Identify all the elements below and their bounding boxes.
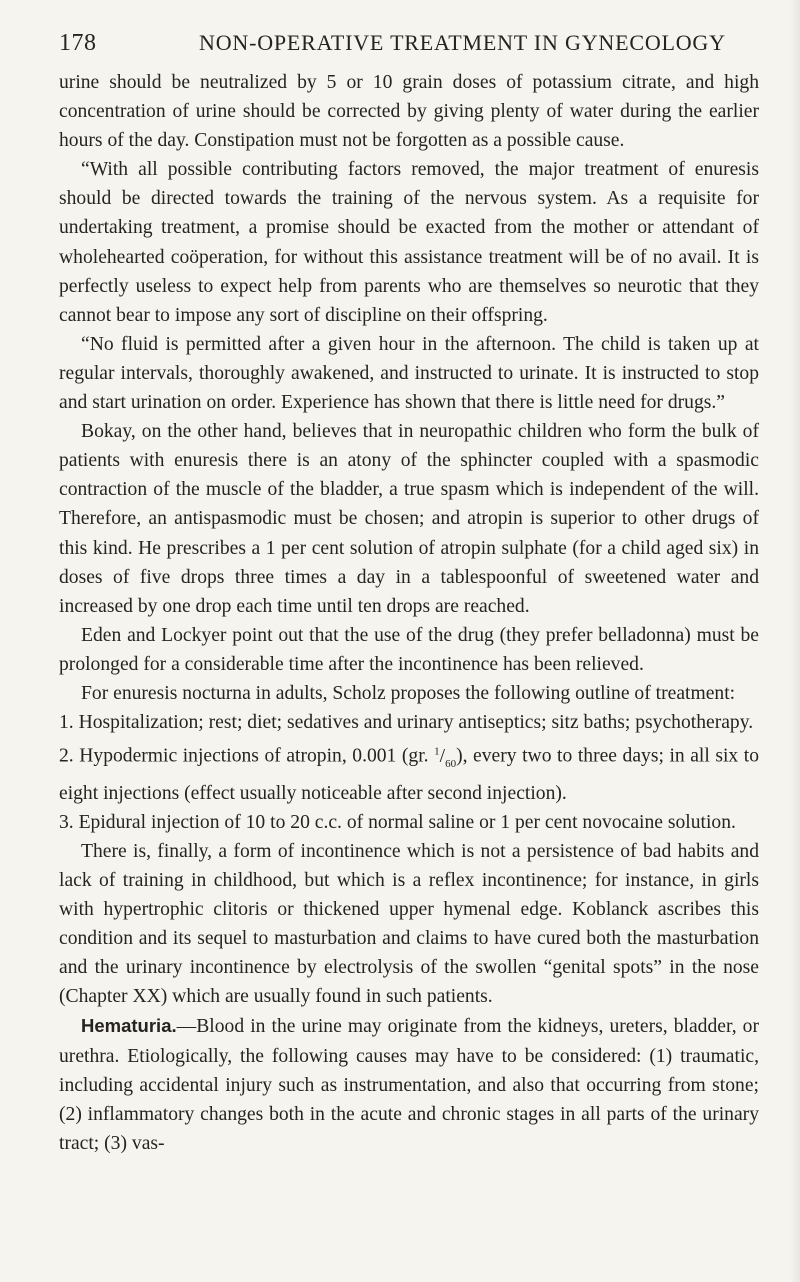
- list-item-3: 3. Epidural injection of 10 to 20 c.c. of normal saline or 1 per cent novocaine solution.: [59, 811, 736, 833]
- page-edge-shadow: [790, 0, 800, 1282]
- paragraph-urine-neutralization: urine should be neutralized by 5 or 10 grain doses of potassium citrate, and high concentration of urine should be corrected by giving plenty of water during the earlier hours of the day. Constipation must not be forgotten as a possible cause.: [59, 72, 759, 152]
- paragraph-bokay: Bokay, on the other hand, believes that in neuropathic children who form the bulk of patients with enuresis there is an atony of the sphincter coupled with a spasmodic contraction of the muscle of the bladder, a true spasm which is independent of the will. Therefore, an antispasmodic must be chosen; and atropin is superior to other drugs of this kind. He prescribes a 1 per cent solution of atropin sulphate (for a child aged six) in doses of five drops three times a day in a tablespoonful of sweetened water and increased by one drop each time until ten drops are reached.: [59, 421, 759, 617]
- paragraph-no-fluid: “No fluid is permitted after a given hour in the afternoon. The child is taken up at regular intervals, thoroughly awakened, and instructed to urinate. It is instructed to stop and start urination on order. Experience has shown that there is little need for drugs.”: [59, 333, 759, 414]
- paragraph-hematuria: [59, 1011, 759, 1157]
- fraction-one-sixtieth: $^1/_{60}$: [434, 745, 457, 770]
- paragraph-reflex-incontinence: There is, finally, a form of incontinence which is not a persistence of bad habits and lack of training in childhood, but which is a reflex incontinence; for instance, in girls with hypertrophic clitoris or thickened upper hymenal edge. Koblanck ascribes this condition and its sequel to masturbation and claims to have cured both the masturbation and the urinary incontinence by electrolysis of the swollen “genital spots” in the nose (Chapter XX) which are usually found in such patients.: [59, 840, 759, 1008]
- body-text: [59, 68, 759, 1158]
- fraction-numerator: 1: [434, 745, 440, 758]
- paragraph-eden-lockyer: Eden and Lockyer point out that the use of the drug (they prefer belladonna) must be prolonged for a considerable time after the incontinence has been relieved.: [59, 624, 759, 675]
- list-item-2-start: 2. Hypodermic injections of atropin, 0.001 (gr.: [59, 745, 435, 767]
- list-item-2: [59, 737, 759, 808]
- paragraph-training-nervous-system: “With all possible contributing factors removed, the major treatment of enuresis should be directed towards the training of the nervous system. As a requisite for undertaking treatment, a promise should be exacted from the mother or attendant of wholehearted coöperation, for without this assistance treatment will be of no avail. It is perfectly useless to expect help from parents who are themselves so neurotic that they cannot bear to impose any sort of discipline on their offspring.: [59, 159, 759, 326]
- hematuria-heading: Hematuria.: [81, 1015, 177, 1037]
- running-title: NON-OPERATIVE TREATMENT IN GYNECOLOGY: [199, 30, 726, 55]
- paragraph-scholz-outline: For enuresis nocturna in adults, Scholz proposes the following outline of treatment:: [81, 682, 736, 704]
- fraction-denominator: 60: [445, 757, 457, 770]
- page-number: 178: [59, 30, 97, 56]
- list-item-2-end: ), every two to three days; in all six to eight injections (effect usually noticeable after second injection).: [59, 745, 760, 804]
- list-item-1: 1. Hospitalization; rest; diet; sedatives and urinary antiseptics; sitz baths; psychotherapy.: [59, 712, 754, 734]
- book-page: [59, 22, 759, 1158]
- page-header: [59, 22, 759, 62]
- hematuria-text: —Blood in the urine may originate from the kidneys, ureters, bladder, or urethra. Etiologically, the following causes may have to be considered: (1) traumatic, including accidental injury such as instrumentation, and also that occurring from stone; (2) inflammatory changes both in the acute and chronic stages in all parts of the urinary tract; (3) vas-: [59, 1016, 759, 1154]
